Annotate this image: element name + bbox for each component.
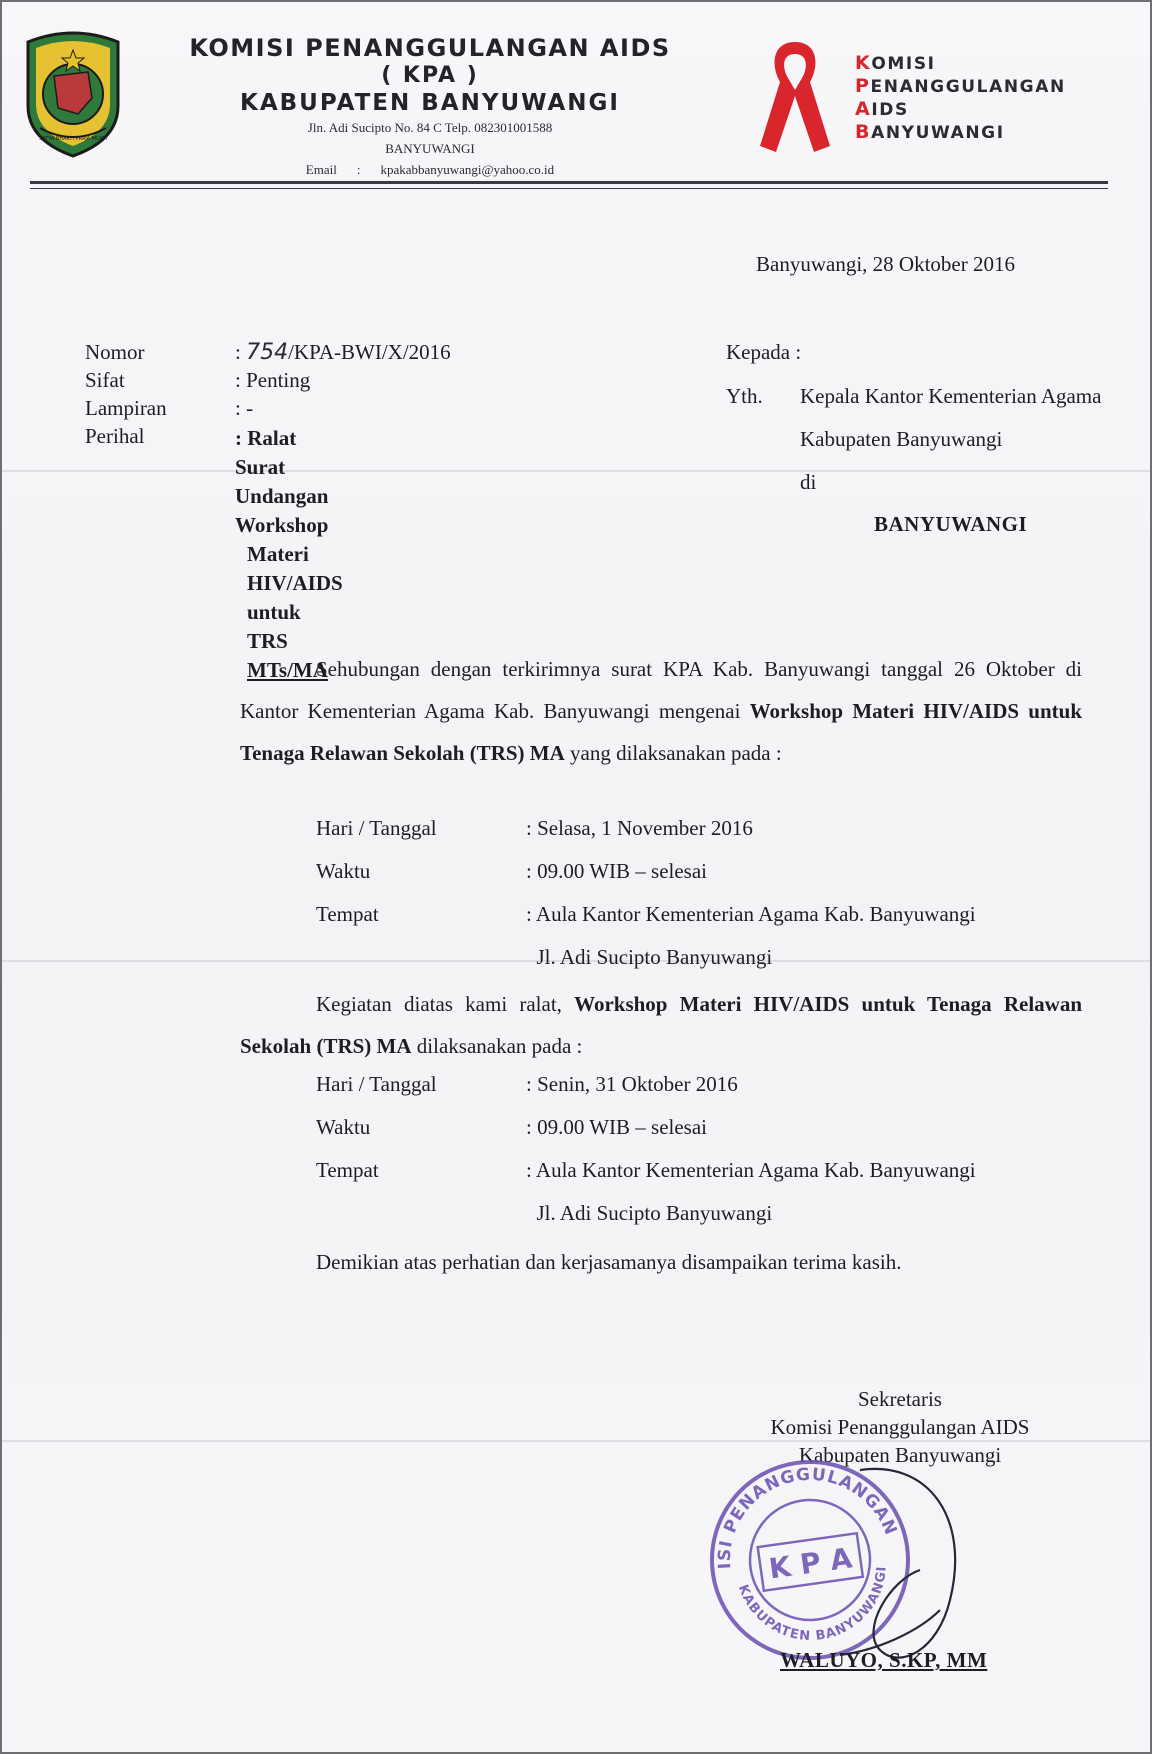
paper-fold xyxy=(0,470,1152,472)
recipient-line-1: Kepala Kantor Kementerian Agama xyxy=(800,384,1102,408)
signatory-name: WALUYO, S.KP, MM xyxy=(780,1648,988,1672)
org-city: BANYUWANGI xyxy=(385,141,475,156)
body-paragraph-2: Kegiatan diatas kami ralat, Workshop Materi HIV/AIDS untuk Tenaga Relawan Sekolah (TRS) MA dilaksanakan pada : xyxy=(240,992,1082,1058)
perihal-line-3: MTs/MA xyxy=(247,658,328,682)
perihal-line-1: : Ralat Surat Undangan Workshop xyxy=(235,426,329,537)
letterhead-rule-thin xyxy=(30,188,1108,189)
sig-title-2: Komisi Penanggulangan AIDS xyxy=(770,1415,1030,1439)
perihal-line-2: Materi HIV/AIDS untuk TRS xyxy=(247,542,343,653)
crest-motto: SATYA BHAKTI PRAJA MUKTI xyxy=(38,136,108,142)
nomor-colon: : xyxy=(235,340,241,364)
email-separator: : xyxy=(356,162,361,177)
recipient-di: di xyxy=(800,470,817,494)
event-name-bold: Workshop Materi HIV/AIDS untuk Tenaga Relawan Sekolah (TRS) MA xyxy=(240,992,1082,1058)
sig-title-1: Sekretaris xyxy=(858,1387,942,1411)
lampiran-value: : - xyxy=(235,396,254,420)
kepada-label: Kepada : xyxy=(726,340,802,364)
sig-title-3: Kabupaten Banyuwangi xyxy=(798,1443,1002,1467)
nomor-handwritten: 754 xyxy=(246,340,289,365)
svg-text:K P A: K P A xyxy=(766,1541,855,1586)
logo-line: AIDS xyxy=(855,98,909,120)
sifat-label: Sifat xyxy=(85,368,125,392)
org-email-line xyxy=(140,159,720,181)
org-line-2: ( KPA ) xyxy=(381,63,479,88)
nomor-label: Nomor xyxy=(85,340,145,364)
body-paragraph-1: Sehubungan dengan terkirimnya surat KPA Kab. Banyuwangi tanggal 26 Oktober di Kantor Kementerian Agama Kab. Banyuwangi mengenai Workshop Materi HIV/AIDS untuk Tenaga Relawan Sekolah (TRS) MA yang dilaksanakan pada : xyxy=(240,657,1083,765)
event-name-bold: Workshop Materi HIV/AIDS untuk Tenaga Relawan Sekolah (TRS) MA xyxy=(240,699,1083,765)
logo-line: KOMISI xyxy=(855,52,936,74)
email-address: kpakabbanyuwangi@yahoo.co.id xyxy=(380,162,555,177)
scan-border xyxy=(0,0,1152,2)
perihal-value xyxy=(235,424,343,685)
yth-label: Yth. xyxy=(726,384,763,408)
svg-text:KOMISI PENANGGULANGAN AIDS: KOMISI PENANGGULANGAN xyxy=(714,1464,901,1570)
letter-page: SATYA BHAKTI PRAJA MUKTI KOMISI PENANGGULANGAN AIDS ( KPA ) KABUPATEN BANYUWANGI Jln. Adi Sucipto No. 84 C Telp. 082301001588 BANYUWANGI Email : kpakabbanyuwangi@yahoo.co.id KOMISI PENANGGULANGAN AIDS BANYUWANGI Banyuwangi, 28 Oktober 2016 Nomor : 754/KPA-BWI/X/2016 Sifat : Penting Lampiran : - Perihal : Ralat Surat Undangan Workshop Materi HIV/AIDS untuk TRS MTs/MA Kepada : Yth. Kepala Kantor Kementerian Agama Kabupaten Banyuwangi di BANYUWANGI Sehubungan dengan terkirimnya surat KPA Kab. Banyuwangi tanggal 26 Oktober di Kantor Kementerian Agama Kab. Banyuwangi mengenai Workshop Materi HIV/AIDS untuk Tenaga Relawan Sekolah (TRS) MA yang dilaksanakan pada : Hari / Tanggal : Selasa, 1 November 2016 Waktu : 09.00 WIB – selesai Tempat : Aula Kantor Kementerian Agama Kab. Banyuwangi Jl. Adi Sucipto Banyuwangi Kegiatan diatas kami ralat, Workshop Materi HIV/AIDS untuk Tenaga Relawan Sekolah (TRS) MA dilaksanakan pada : Hari / Tanggal : Senin, 31 Oktober 2016 Waktu : 09.00 WIB – selesai Tempat : Aula Kantor Kementerian Agama Kab. Banyuwangi Jl. Adi Sucipto Banyuwangi Demikian atas perhatian dan kerjasamanya disampaikan terima kasih. Sekretaris Komisi Penanggulangan AIDS Kabupaten Banyuwangi KOMISI PENANGGULANGAN KABUPATEN BANYUWANGI K P A WALUYO, S.KP, MM xyxy=(0,0,1152,1754)
logo-line: BANYUWANGI xyxy=(855,121,1005,143)
recipient-line-2: Kabupaten Banyuwangi xyxy=(800,427,1003,451)
recipient-city: BANYUWANGI xyxy=(874,512,1028,536)
nomor-rest: /KPA-BWI/X/2016 xyxy=(288,340,451,364)
letter-date: Banyuwangi, 28 Oktober 2016 xyxy=(756,252,1015,276)
email-label: Email xyxy=(305,162,337,177)
regency-crest-icon xyxy=(18,28,128,158)
org-line-1: KOMISI PENANGGULANGAN AIDS xyxy=(189,34,671,62)
svg-text:KABUPATEN BANYUWANGI: KABUPATEN BANYUWANGI xyxy=(734,1565,890,1645)
kpa-logo-text xyxy=(855,52,1066,144)
lampiran-label: Lampiran xyxy=(85,396,167,420)
aids-ribbon-icon xyxy=(748,34,843,159)
handwritten-signature-icon xyxy=(820,1460,970,1680)
perihal-label: Perihal xyxy=(85,424,145,448)
letterhead-text xyxy=(140,34,720,181)
org-line-3: KABUPATEN BANYUWANGI xyxy=(240,90,620,116)
letterhead-rule xyxy=(30,181,1108,184)
org-address: Jln. Adi Sucipto No. 84 C Telp. 082301001588 xyxy=(307,120,553,135)
closing-sentence: Demikian atas perhatian dan kerjasamanya disampaikan terima kasih. xyxy=(316,1250,902,1274)
logo-line: PENANGGULANGAN xyxy=(855,75,1066,97)
sifat-value: : Penting xyxy=(235,368,311,392)
scan-border xyxy=(0,0,2,1754)
